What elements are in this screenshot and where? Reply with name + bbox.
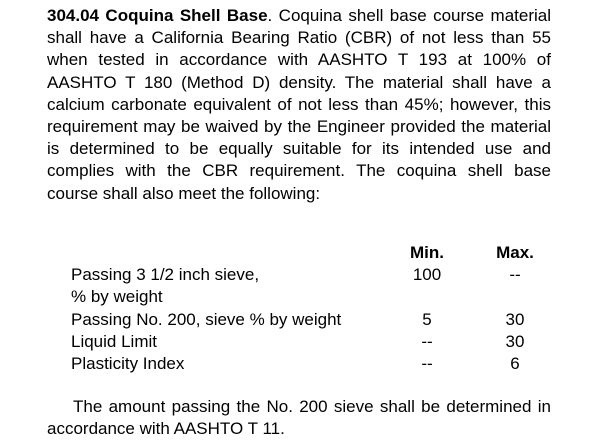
row-label: Passing No. 200, sieve % by weight: [71, 309, 342, 329]
row-max: [465, 286, 565, 308]
table-header-min: Min.: [410, 243, 444, 262]
table-row: [71, 353, 565, 375]
row-min: 5: [422, 309, 432, 329]
table-header-label: [71, 242, 389, 264]
row-max: 30: [505, 331, 525, 351]
table-row: [71, 331, 565, 353]
row-min: --: [421, 354, 433, 374]
table-row: [71, 309, 565, 331]
row-label: Plasticity Index: [71, 354, 185, 374]
row-min: [389, 286, 465, 308]
row-max: --: [509, 265, 521, 285]
section-title: 304.04 Coquina Shell Base: [47, 6, 268, 25]
closing-paragraph: The amount passing the No. 200 sieve shall be determined in accordance with AASHTO T 11.: [47, 397, 551, 439]
table-row: [71, 264, 565, 286]
row-label: % by weight: [71, 287, 163, 307]
section-body-text: . Coquina shell base course material shall have a California Bearing Ratio (CBR) of not less than 55 when tested in accordance with AASHTO T 193 at 100% of AASHTO T 180 (Method D) density. The material shall have a calcium carbonate equivalent of not less than 45%; however, this requirement may be waived by the Engineer provided the material is determined to be equally suitable for its intended use and complies with the CBR requirement. The coquina shell base course shall also meet the following:: [47, 6, 552, 203]
row-min: 100: [412, 265, 442, 285]
row-min: --: [421, 331, 433, 351]
table-header-max: Max.: [496, 243, 534, 262]
table-header-row: [71, 242, 565, 264]
row-max: 6: [510, 354, 520, 374]
row-label: Liquid Limit: [71, 331, 157, 351]
table-row: [71, 286, 565, 308]
gradation-requirements-table: [71, 242, 565, 375]
row-max: 30: [505, 309, 525, 329]
section-paragraph: [47, 5, 551, 205]
row-label: Passing 3 1/2 inch sieve,: [71, 265, 260, 285]
